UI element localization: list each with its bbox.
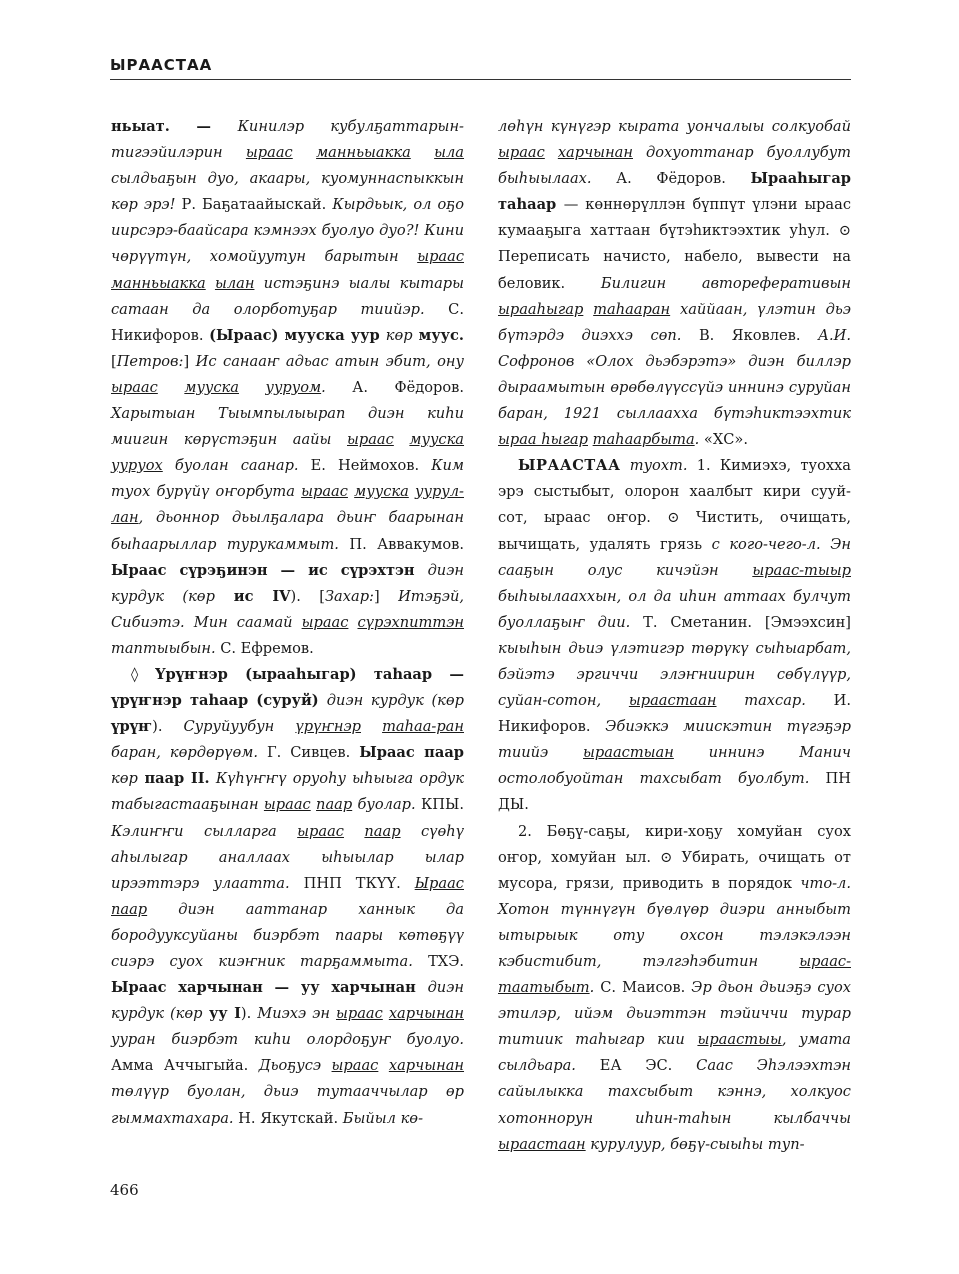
text-run: Кырдьык, ол оҕо иирсэрэ-баайсара кэмнээх буолуо дуо?! Кини чөрүүтүн, хомойуутун барытын <box>111 196 464 266</box>
text-run <box>158 379 185 396</box>
example-keyword: таһаарбыта <box>592 431 695 449</box>
example-keyword: ыраастаан <box>628 692 717 710</box>
example-keyword: манньыакка <box>111 274 206 292</box>
example-keyword: ыраас <box>347 431 394 449</box>
text-run: А.И. Софронов «Олох дьэбэрэтэ» диэн биллэр дыраамытын өрөбөлүүссүйэ иннинэ суруйан баран, 1921 сыллаахха бүтэһиктээхтик <box>498 326 852 423</box>
text-run: ньыат. — <box>111 118 238 135</box>
text-run: с кого-чего-л. <box>711 535 821 553</box>
text-run: дохуоттанар буоллубут быһыылаах. <box>498 144 851 188</box>
example-keyword: ууруох <box>111 457 163 475</box>
text-run: что-л. <box>800 874 851 892</box>
text-run: А. Фёдоров. <box>325 378 465 396</box>
text-run: Ыраас сүрэҕинэн — ис сүрэхтэн <box>111 561 428 579</box>
text-run: Ис санааҥ адьас атын эбит, ону <box>195 352 464 370</box>
text-run: диэн курдук ( <box>111 561 464 605</box>
text-run: Н. Якутскай. <box>233 1109 343 1127</box>
header-rule <box>110 79 851 80</box>
text-run: Эр дьон дьиэҕэ суох этилэр, ийэм дьиэттэн тэйиччи турар титиик таһыгар кии <box>498 979 851 1049</box>
example-keyword: манньыакка <box>316 144 411 162</box>
example-keyword: үрүҥнэр <box>295 718 361 736</box>
text-run: сүөһү аһылыгар аналлаах ыһыылар ылар ирээттэрэ улаатта. <box>111 822 464 892</box>
example-keyword: ыраас-таатыбыт <box>498 953 851 997</box>
text-run: иннинэ Манич остолобуойтан тахсыбат буолбут. <box>498 744 851 788</box>
text-run: Ырааһыгар таһаар <box>498 170 851 214</box>
example-keyword: паар <box>316 796 353 814</box>
example-keyword: ылан <box>214 274 255 292</box>
example-keyword: сүрэхпиттэн <box>357 613 464 631</box>
text-run: «ХС». <box>699 431 748 449</box>
example-keyword: ыраас <box>336 1005 383 1023</box>
text-run: ПНП ТКҮҮ. <box>289 874 415 892</box>
text-run: Г. Сивцев. <box>257 744 360 762</box>
text-run: Үрүҥнэр (ырааһыгар) таһаар — үрүҥнэр таһаар (суруй) <box>111 665 464 710</box>
text-run: Итэҕэй, Сибиэтэ. Мин саамай <box>111 587 464 631</box>
text-run: үрүҥ <box>111 718 153 736</box>
text-run: ). <box>240 1005 258 1023</box>
text-run <box>821 536 831 553</box>
text-run: С. Ефремов. <box>215 639 314 657</box>
example-keyword: ыраас <box>498 144 545 162</box>
text-run: С. Никифоров. <box>111 300 464 344</box>
text-run: диэн курдук ( <box>111 979 464 1023</box>
example-keyword: таһаа-ран <box>382 718 464 736</box>
text-run <box>293 144 316 161</box>
left-column <box>111 114 464 1132</box>
text-run: ). <box>152 718 184 736</box>
example-keyword: мууска <box>354 483 409 501</box>
entry-paragraph <box>111 662 464 1132</box>
text-run: ] <box>373 587 399 605</box>
text-run: Кинилэр кубулҕаттарын-тигээйилэрин <box>111 118 464 162</box>
example-keyword: ыраас <box>297 822 344 840</box>
example-keyword: мууска <box>184 378 239 396</box>
text-run: паар II. <box>137 770 210 788</box>
text-run: ЕА ЭС. <box>575 1057 697 1075</box>
text-run <box>411 144 434 161</box>
text-run: Суруйуубун <box>183 718 296 736</box>
example-keyword: ыраас <box>263 796 311 814</box>
example-keyword: уурул-лан <box>111 483 464 527</box>
example-keyword: ыраас <box>245 144 293 162</box>
text-run: В. Яковлев. <box>681 326 818 344</box>
example-keyword: харчынан <box>557 144 633 162</box>
text-run <box>583 301 593 318</box>
text-run: ). [ <box>290 587 325 605</box>
example-keyword: ыраа һыгар <box>498 431 588 449</box>
text-run: Ыраас харчынан — уу харчынан <box>111 979 428 997</box>
text-run: Захар: <box>324 587 374 605</box>
text-run: баран, көрдөрүөм. <box>111 744 258 762</box>
example-keyword: ырааһыгар <box>498 300 584 318</box>
text-run: 2. Бөҕү-саҕы, кири-хоҕу хомуйан суох оҥор, хомуйан ыл. ⊙ Убирать, очищать от мусора, грязи, приводить в порядок <box>498 822 851 892</box>
text-run: Т. Сметанин. [Эмээхсин] <box>630 613 851 631</box>
right-column <box>498 114 851 1158</box>
example-keyword: ыраас-тыыр <box>752 561 851 579</box>
text-run: Эн сааҕын олус кичэйэн <box>498 535 851 579</box>
text-run: туохт. <box>620 457 688 475</box>
text-run: төлүүр буолан, дьиэ тутааччылар өр гыммахтахара. <box>111 1083 464 1127</box>
text-run <box>394 431 410 448</box>
text-run: КПЫ. <box>415 796 464 814</box>
text-run: Ыраас паар <box>359 744 464 762</box>
text-run: лөһүн күнүгэр кырата уончалыы солкуобай <box>498 118 851 135</box>
text-run: быһыылааххын, ол да иһин аттаах булчут буоллаҕыҥ дии. <box>498 587 851 631</box>
example-keyword: таһааран <box>593 300 671 318</box>
running-head: ЫРААСТАА <box>110 56 213 74</box>
text-run: . <box>589 979 595 997</box>
text-run: . <box>321 378 326 396</box>
text-run: , дьоннор дьылҕалара дьиҥ баарынан быһаарыллар турукаммыт. <box>111 509 464 553</box>
text-run: Миэхэ эн <box>257 1005 336 1023</box>
text-run: Кэлиҥҥи сылларга <box>111 822 298 840</box>
text-run <box>378 1057 388 1074</box>
headword: ЫРААСТАА <box>518 457 621 475</box>
text-run: Хотон түннүгүн бүөлүөр диэри анныбыт ытырыык оту охсон тэлэкэлээн кэбистибит, тэлгэһэбитин <box>498 900 851 970</box>
text-run: курулуур, бөҕү-сыыһы туп- <box>585 1135 805 1153</box>
text-run: ПН ДЫ. <box>498 770 851 814</box>
example-keyword: ыраас <box>331 1057 379 1075</box>
example-keyword: ыраас <box>111 378 158 396</box>
text-run: ◊ <box>131 665 156 683</box>
text-run: таптыыбын. <box>111 639 216 657</box>
example-keyword: харчынан <box>388 1005 464 1023</box>
text-run <box>206 275 215 292</box>
entry-paragraph <box>111 114 464 662</box>
example-keyword: ыраастыы <box>697 1031 782 1049</box>
entry-paragraph <box>498 114 851 453</box>
text-run: хаййаан, үлэтин дьэ бүтэрдэ диэххэ сөп. <box>498 300 851 344</box>
text-run: ууран биэрбэт киһи олордоҕуҥ буолуо. <box>111 1031 464 1049</box>
example-keyword: мууска <box>409 431 465 449</box>
text-run: Саас Эһэлээхтэн сайылыкка тахсыбыт кэннэ, холкуос хотоннорун иһин-таһын кылбаччы <box>498 1057 851 1127</box>
text-run: Р. Баҕатаайыскай. <box>175 196 333 214</box>
entry-paragraph <box>498 819 851 1158</box>
example-keyword: ыраас <box>301 613 349 631</box>
text-run: Ким туох бурүйү оҥорбута <box>111 457 464 501</box>
text-run: [ <box>111 352 117 370</box>
text-run: — көннөрүллэн бүппүт үлэни ыраас кумааҕыга хаттаан бүтэһиктээхтик уһул. ⊙ Переписать начисто, набело, вывести на беловик. <box>498 196 851 292</box>
example-keyword: ыла <box>434 144 465 162</box>
text-run: И. Никифоров. <box>498 692 851 736</box>
example-keyword: паар <box>364 822 401 840</box>
text-run: Эбиэккэ миискэтин түгэҕэр тиийэ <box>498 718 851 762</box>
text-run <box>361 718 382 735</box>
example-keyword: Ыраас <box>414 874 464 892</box>
text-run: көр <box>437 692 465 710</box>
example-keyword: ыраастыан <box>583 744 674 762</box>
text-run: диэн ааттанар ханнык да бородууксуйаны биэрбэт паары көтөҕүү сиэрэ суох киэҥник тарҕаммыта. <box>111 900 464 970</box>
text-run: , умата сылдьара. <box>498 1031 851 1075</box>
text-run: диэн курдук ( <box>326 692 438 710</box>
example-keyword: ыраастаан <box>498 1135 586 1153</box>
text-run: Харытыан Тыымпылыырап диэн киһи миигин көрүстэҕин аайы <box>111 405 464 449</box>
text-run: Амма Аччыгыйа. <box>111 1057 259 1075</box>
text-run: буолар. <box>352 796 416 814</box>
text-run: Билигин автореферативын <box>600 274 851 292</box>
example-keyword: харчынан <box>388 1057 465 1075</box>
text-run <box>239 379 266 396</box>
text-run: көр <box>385 326 413 344</box>
text-run: Петров: <box>116 352 184 370</box>
text-run: көр <box>175 1005 203 1023</box>
text-run: истэҕинэ ыалы кытары сатаан да олорботуҕар тиийэр. <box>111 274 464 318</box>
text-run: Дьоҕусэ <box>258 1057 332 1075</box>
text-run: кыыһын дьиэ үлэтигэр төрүкү сыһыарбат, бэйэтэ эргиччи элэҥниирин сөбүлүүр, суйан-сотон, <box>498 639 851 710</box>
text-run: А. Фёдоров. <box>591 170 751 188</box>
text-run: (Ыраас) мууска уур <box>209 326 386 344</box>
example-keyword: ыраас <box>417 248 464 266</box>
example-keyword: ыраас <box>301 483 348 501</box>
text-run: . <box>694 431 700 449</box>
text-run: Күһүҥҥү оруоһу ыһыыга ордук табыгастааҕынан <box>111 770 464 814</box>
text-run: ТХЭ. <box>412 953 464 970</box>
text-run: көр <box>111 770 138 788</box>
text-run: ] <box>183 352 196 370</box>
text-run: С. Маисов. <box>594 979 692 997</box>
text-run: Е. Неймохов. <box>298 457 432 475</box>
example-keyword: ууруом <box>265 378 322 396</box>
text-run: сылдьаҕын дуо, акаары, куомуннаспыккын көр эрэ! <box>111 170 464 214</box>
example-keyword: паар <box>111 900 148 918</box>
page-number: 466 <box>110 1181 139 1199</box>
text-run: муус. <box>412 326 464 344</box>
text-run: П. Аввакумов. <box>338 535 464 553</box>
text-run <box>545 144 558 161</box>
entry-paragraph <box>498 453 851 818</box>
text-run: Быйыл кө- <box>342 1109 424 1127</box>
text-run: буолан саанар. <box>162 457 299 475</box>
text-run: ис IV <box>214 587 291 605</box>
text-run <box>344 823 364 840</box>
text-run: көр <box>188 587 215 605</box>
text-run: 1. Кимиэхэ, туохха эрэ сыстыбыт, олорон хаалбыт кири сууй-сот, ыраас оҥор. ⊙ Чистить, очищать, вычищать, удалять грязь <box>498 457 852 553</box>
text-run: тахсар. <box>716 692 806 710</box>
text-run: уу I <box>202 1005 241 1023</box>
